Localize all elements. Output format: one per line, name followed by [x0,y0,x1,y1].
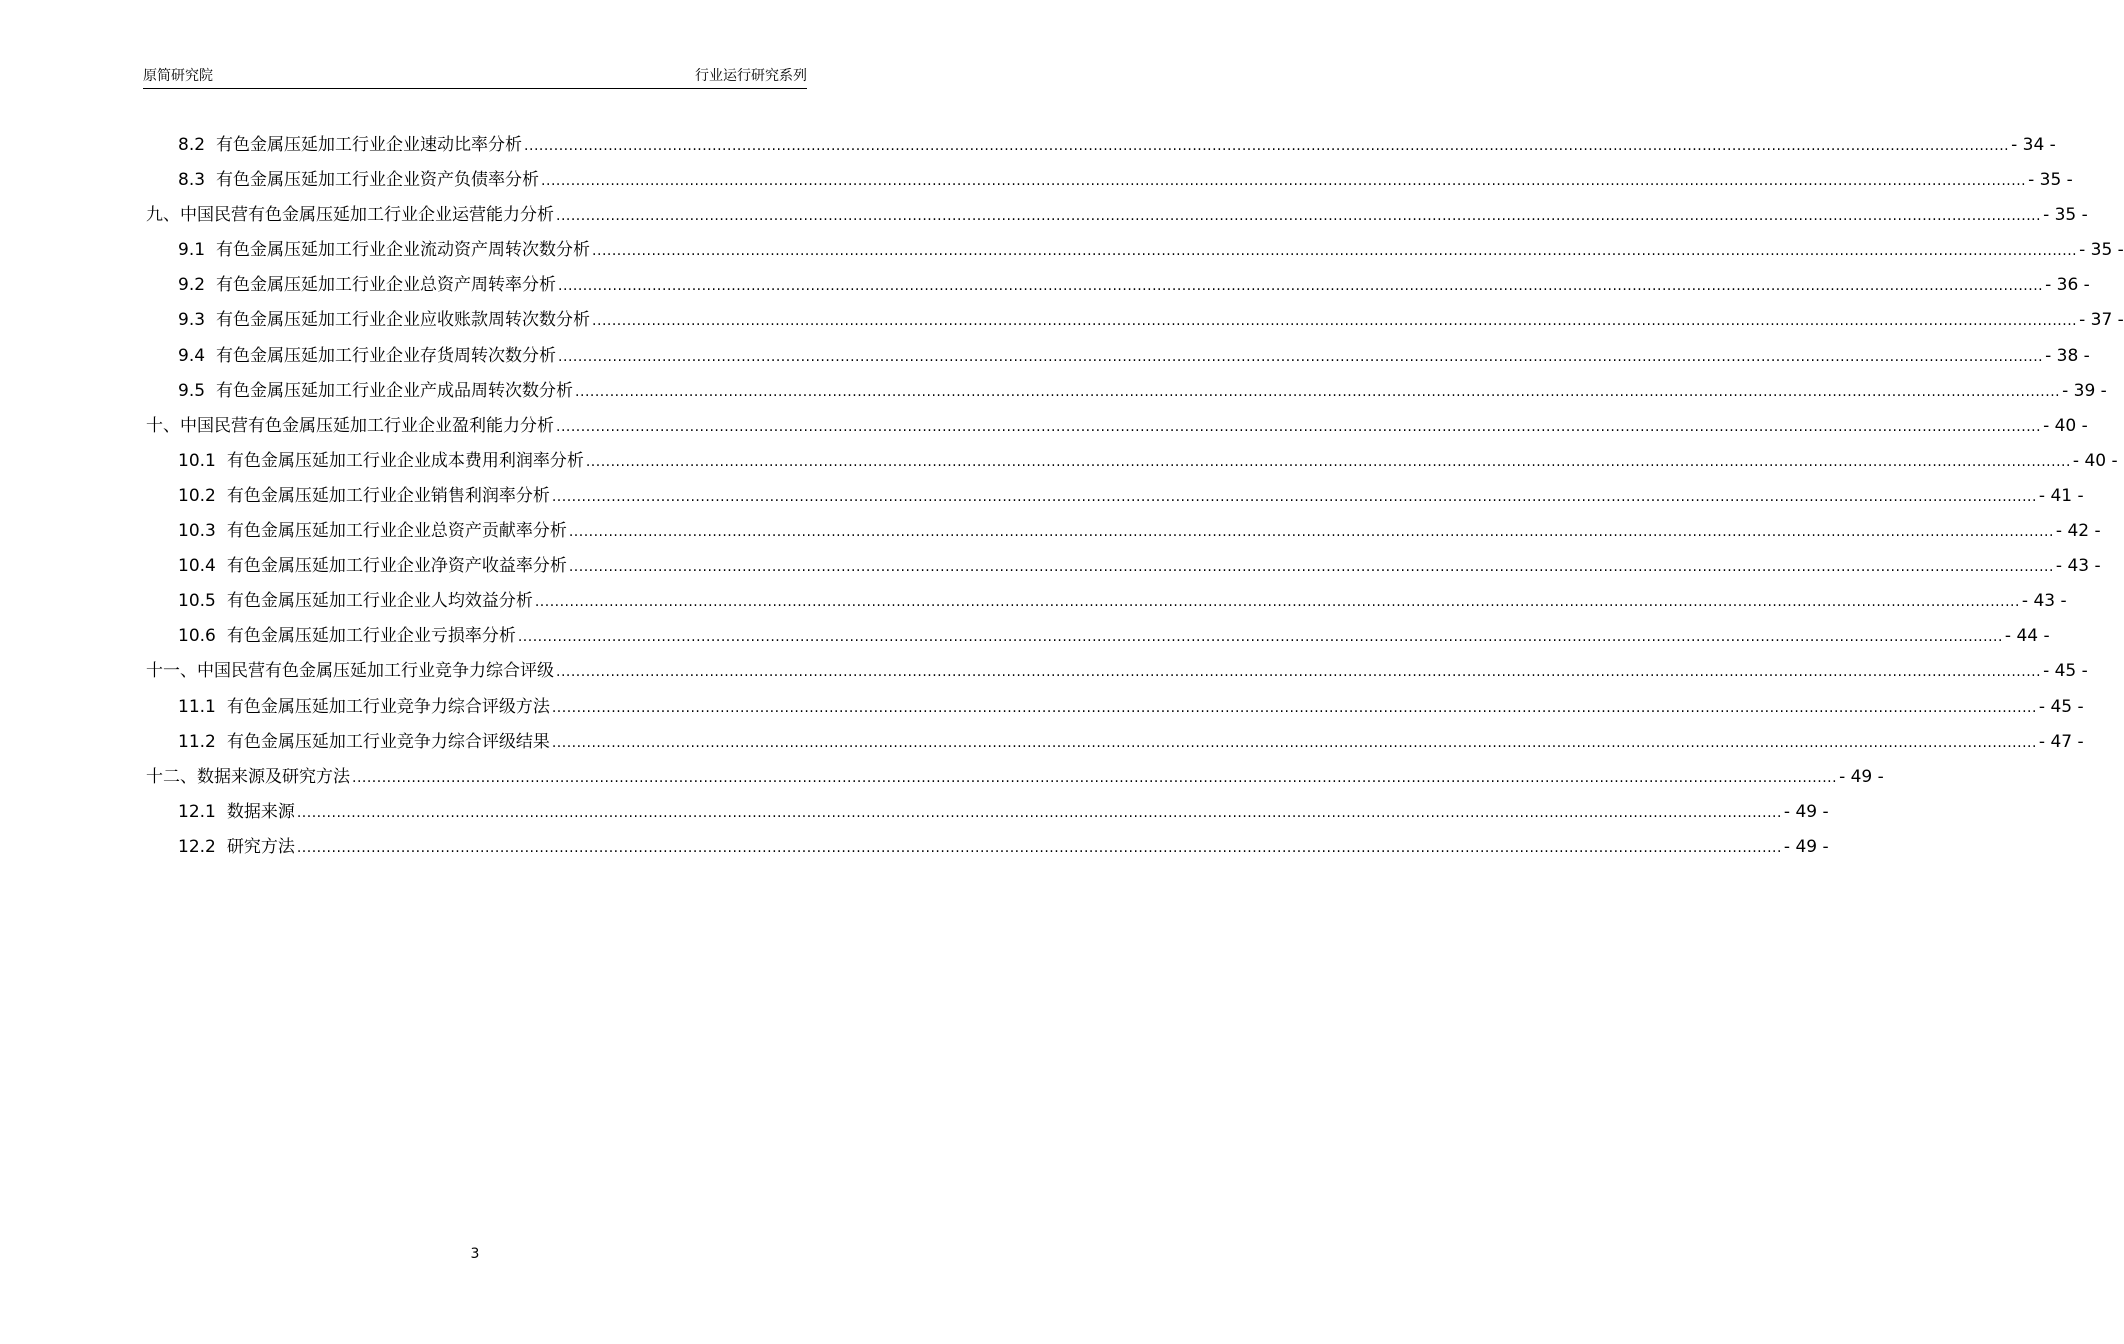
toc-dot-leader: ............................................................................................................................................................................................................................................................................................................ [541,173,2027,190]
toc-dot-leader: ............................................................................................................................................................................................................................................................................................................ [585,453,2071,470]
toc-dot-leader: ............................................................................................................................................................................................................................................................................................................ [551,488,2037,505]
toc-entry-title: 有色金属压延加工行业企业流动资产周转次数分析 [216,240,591,261]
toc-entry-number: 12.1 [178,801,216,822]
toc-entry-page: - 35 - [2079,240,2124,261]
toc-dot-leader: ............................................................................................................................................................................................................................................................................................................ [558,348,2044,365]
page-header [143,66,807,89]
toc-entry-page: - 45 - [2038,696,2084,717]
toc-entry-number: 9.2 [178,275,206,296]
toc-entry-page: - 49 - [1783,836,1829,857]
toc-dot-leader: ............................................................................................................................................................................................................................................................................................................ [524,138,2010,154]
toc-entry-page: - 49 - [1839,766,1884,787]
toc-entry-page: - 36 - [2045,275,2090,296]
toc-dot-leader: ............................................................................................................................................................................................................................................................................................................ [352,769,1838,786]
toc-entry[interactable] [146,233,2124,268]
toc-dot-leader: ............................................................................................................................................................................................................................................................................................................ [592,243,2078,260]
toc-entry-title: 十二、数据来源及研究方法 [146,766,350,787]
toc-entry[interactable] [146,409,2088,444]
toc-entry-page: - 42 - [2055,521,2101,542]
toc-dot-leader: ............................................................................................................................................................................................................................................................................................................ [517,629,2003,646]
toc-dot-leader: ............................................................................................................................................................................................................................................................................................................ [558,278,2044,295]
toc-dot-leader: ............................................................................................................................................................................................................................................................................................................ [296,804,1782,821]
toc-entry-number: 12.2 [178,836,216,857]
toc-entry-title: 有色金属压延加工行业企业成本费用利润率分析 [226,450,584,471]
toc-entry-number: 10.2 [178,485,216,506]
toc-dot-leader: ............................................................................................................................................................................................................................................................................................................ [568,559,2054,576]
toc-entry[interactable] [146,760,1884,795]
toc-entry-title: 有色金属压延加工行业企业净资产收益率分析 [226,556,567,577]
toc-entry-number: 10.6 [178,626,216,647]
toc-entry-title: 十一、中国民营有色金属压延加工行业竞争力综合评级 [146,661,554,682]
toc-entry[interactable] [146,795,1829,830]
toc-entry-number: 11.2 [178,731,216,752]
toc-entry-title: 有色金属压延加工行业企业资产负债率分析 [216,170,540,191]
toc-entry-page: - 49 - [1783,801,1829,822]
toc-entry-page: - 40 - [2072,450,2118,471]
toc-entry[interactable] [146,549,2101,584]
toc-dot-leader: ............................................................................................................................................................................................................................................................................................................ [556,208,2042,225]
toc-entry-page: - 43 - [2021,591,2067,612]
toc-entry-page: - 35 - [2028,170,2073,191]
toc-entry[interactable] [146,339,2090,374]
toc-entry[interactable] [146,584,2067,619]
toc-entry-title: 研究方法 [226,836,295,857]
toc-entry-page: - 35 - [2043,205,2088,226]
toc-dot-leader: ............................................................................................................................................................................................................................................................................................................ [556,664,2042,681]
table-of-contents [146,128,2124,865]
toc-entry[interactable] [146,444,2118,479]
toc-entry-number: 8.3 [178,170,206,191]
toc-dot-leader: ............................................................................................................................................................................................................................................................................................................ [551,699,2037,716]
toc-dot-leader: ............................................................................................................................................................................................................................................................................................................ [556,418,2042,435]
toc-entry[interactable] [146,830,1829,865]
toc-entry-number: 9.5 [178,380,206,401]
toc-dot-leader: ............................................................................................................................................................................................................................................................................................................ [534,594,2020,611]
toc-dot-leader: ............................................................................................................................................................................................................................................................................................................ [296,839,1782,856]
toc-dot-leader: ............................................................................................................................................................................................................................................................................................................ [575,383,2061,400]
toc-entry-title: 有色金属压延加工行业企业存货周转次数分析 [216,345,557,366]
toc-entry[interactable] [146,690,2084,725]
toc-dot-leader: ............................................................................................................................................................................................................................................................................................................ [568,524,2054,541]
header-series-name: 行业运行研究系列 [695,68,807,84]
toc-entry-page: - 44 - [2004,626,2050,647]
toc-entry[interactable] [146,128,2056,163]
toc-entry-title: 有色金属压延加工行业企业亏损率分析 [226,626,516,647]
toc-entry[interactable] [146,374,2107,409]
toc-entry-number: 10.4 [178,556,216,577]
toc-entry-title: 有色金属压延加工行业企业总资产周转率分析 [216,275,557,296]
toc-dot-leader: ............................................................................................................................................................................................................................................................................................................ [592,313,2078,330]
toc-entry-number: 8.2 [178,135,206,155]
toc-entry-title: 有色金属压延加工行业企业总资产贡献率分析 [226,521,567,542]
toc-entry[interactable] [146,514,2101,549]
header-org-name: 原简研究院 [143,68,213,84]
toc-entry-title: 九、中国民营有色金属压延加工行业企业运营能力分析 [146,205,554,226]
toc-entry-number: 9.1 [178,240,206,261]
toc-entry[interactable] [146,479,2084,514]
toc-entry-page: - 43 - [2055,556,2101,577]
toc-entry-page: - 38 - [2045,345,2090,366]
toc-entry-page: - 41 - [2038,485,2084,506]
toc-entry-title: 有色金属压延加工行业企业产成品周转次数分析 [216,380,574,401]
toc-entry-title: 有色金属压延加工行业竞争力综合评级方法 [226,696,550,717]
toc-entry-title: 十、中国民营有色金属压延加工行业企业盈利能力分析 [146,415,554,436]
toc-entry[interactable] [146,654,2088,689]
toc-entry-page: - 40 - [2043,415,2088,436]
toc-entry-page: - 45 - [2043,661,2088,682]
toc-entry-title: 有色金属压延加工行业企业应收账款周转次数分析 [216,310,591,331]
toc-entry[interactable] [146,619,2050,654]
toc-entry-page: - 39 - [2062,380,2107,401]
toc-entry-number: 11.1 [178,696,216,717]
toc-entry-title: 有色金属压延加工行业企业速动比率分析 [216,135,523,155]
toc-entry-number: 9.3 [178,310,206,331]
toc-entry-number: 9.4 [178,345,206,366]
toc-entry-page: - 47 - [2038,731,2084,752]
toc-entry-page: - 34 - [2011,135,2056,155]
toc-entry[interactable] [146,198,2088,233]
toc-entry[interactable] [146,163,2073,198]
toc-entry-number: 10.1 [178,450,216,471]
toc-dot-leader: ............................................................................................................................................................................................................................................................................................................ [551,734,2037,751]
toc-entry-number: 10.5 [178,591,216,612]
toc-entry[interactable] [146,303,2124,338]
toc-entry-title: 数据来源 [226,801,295,822]
toc-entry[interactable] [146,268,2090,303]
toc-entry-title: 有色金属压延加工行业企业销售利润率分析 [226,485,550,506]
toc-entry[interactable] [146,725,2084,760]
toc-entry-page: - 37 - [2079,310,2124,331]
toc-entry-number: 10.3 [178,521,216,542]
page-number: 3 [470,1246,480,1262]
toc-entry-title: 有色金属压延加工行业竞争力综合评级结果 [226,731,550,752]
toc-entry-title: 有色金属压延加工行业企业人均效益分析 [226,591,533,612]
